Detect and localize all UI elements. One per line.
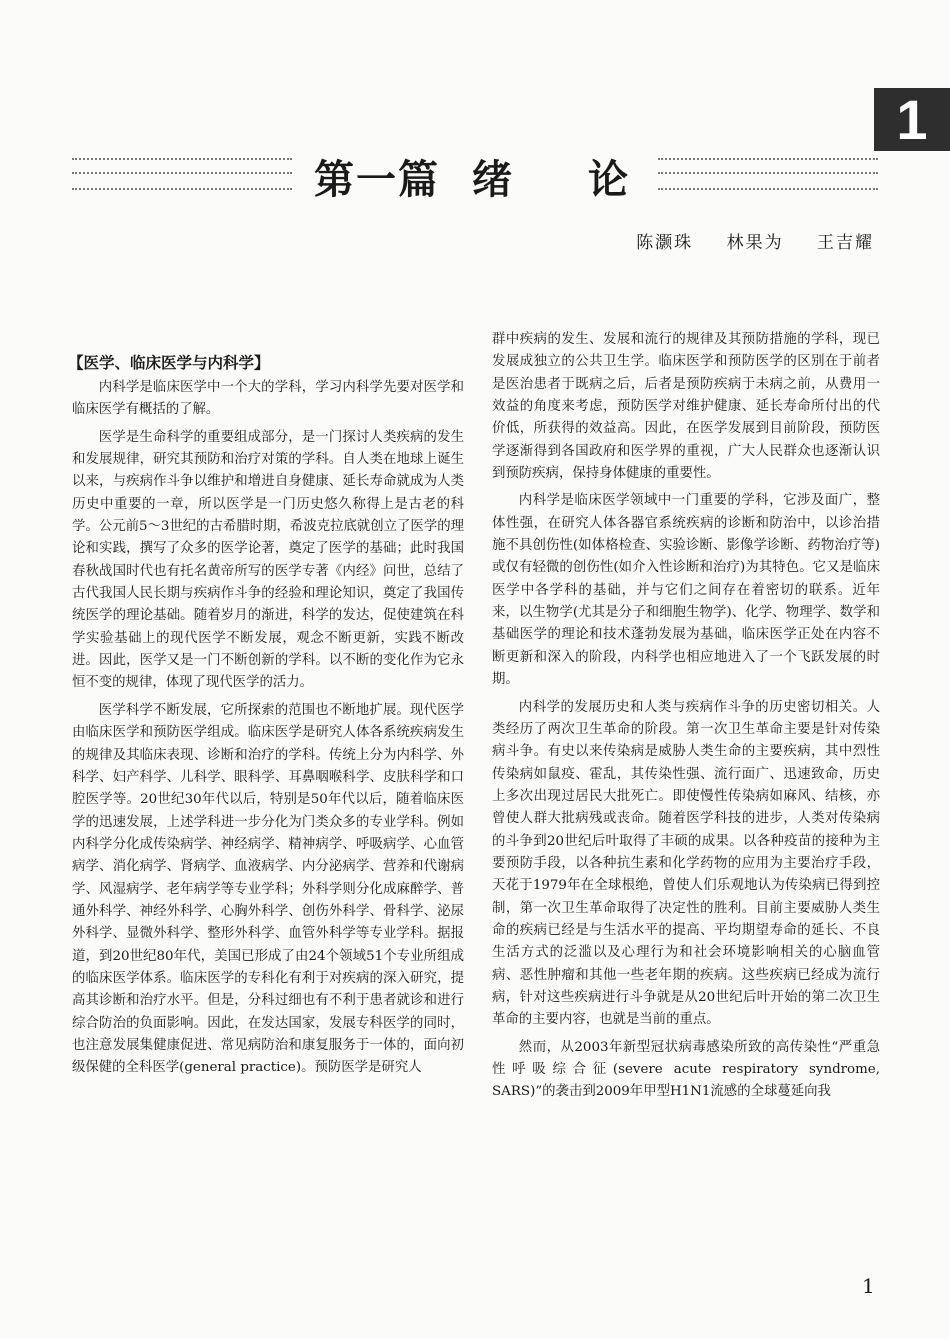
paragraph: 内科学是临床医学领域中一门重要的学科，它涉及面广，整体性强，在研究人体各器官系统疾病的诊断和防治中，以诊治措施不具创伤性(如体格检查、实验诊断、影像学诊断、药物治疗等)或仅有轻微的创伤性(如介入性诊断和治疗)为其特色。它又是临床医学中各学科的基础，并与它们之间存在着密切的联系。近年来，以生物学(尤其是分子和细胞生物学)、化学、物理学、数学和基础医学的理论和技术蓬勃发展为基础，临床医学正处在内容不断更新和深入的阶段，内科学也相应地进入了一个飞跃发展的时期。 (492, 493, 880, 688)
author-name: 陈灏珠 (636, 233, 694, 253)
paragraph: 内科学是临床医学中一个大的学科，学习内科学先要对医学和临床医学有概括的了解。 (72, 380, 464, 418)
title-part-2: 绪 (472, 157, 514, 203)
paragraph: 然而，从2003年新型冠状病毒感染所致的高传染性“严重急性呼吸综合征(severe acute respiratory syndrome, SARS)”的袭击到2009年甲型H1N1流感的全球蔓延向我 (492, 1039, 880, 1100)
right-column (492, 329, 880, 1109)
section-heading: 【医学、临床医学与内科学】 (68, 354, 270, 372)
title-part-3: 论 (588, 157, 630, 203)
left-column (68, 352, 464, 1085)
title-part-1: 第一篇 (314, 157, 440, 203)
paragraph: 医学科学不断发展，它所探索的范围也不断地扩展。现代医学由临床医学和预防医学组成。临床医学是研究人体各系统疾病发生的规律及其临床表现、诊断和治疗的学科。传统上分为内科学、外科学、妇产科学、儿科学、眼科学、耳鼻咽喉科学、皮肤科学和口腔医学等。20世纪30年代以后，特别是50年代以后，随着临床医学的迅速发展，上述学科进一步分化为门类众多的专业学科。例如内科学分化成传染病学、神经病学、精神病学、呼吸病学、心血管病学、消化病学、肾病学、血液病学、内分泌病学、营养和代谢病学、风湿病学、老年病学等专业学科；外科学则分化成麻醉学、普通外科学、神经外科学、心胸外科学、创伤外科学、骨科学、泌尿外科学、显微外科学、整形外科学、血管外科学等专业学科。据报道，到20世纪80年代，美国已形成了由24个领域51个专业所组成的临床医学体系。临床医学的专科化有利于对疾病的深入研究，提高其诊断和治疗水平。但是，分科过细也有不利于患者就诊和进行综合防治的负面影响。因此，在发达国家，发展专科医学的同时，也注意发展集健康促进、常见病防治和康复服务于一体的，面向初级保健的全科医学(general practice)。预防医学是研究人 (72, 702, 464, 1076)
page-number: 1 (862, 1274, 875, 1298)
author-name: 林果为 (726, 233, 784, 253)
authors (610, 228, 874, 253)
title-ornament-right (658, 158, 878, 202)
paragraph-continuation: 群中疾病的发生、发展和流行的规律及其预防措施的学科，现已发展成独立的公共卫生学。临床医学和预防医学的区别在于前者是医治患者于既病之后，后者是预防疾病于未病之前，从费用一效益的角度来考虑，预防医学对维护健康、延长寿命所付出的代价低，所获得的效益高。因此，在医学发展到目前阶段，预防医学逐渐得到各国政府和医学界的重视，广大人民群众也逐渐认识到预防疾病，保持身体健康的重要性。 (492, 332, 880, 482)
chapter-tab: 1 (874, 88, 950, 151)
author-name: 王吉耀 (817, 233, 874, 253)
paragraph: 医学是生命科学的重要组成部分，是一门探讨人类疾病的发生和发展规律，研究其预防和治疗对策的学科。自人类在地球上诞生以来，与疾病作斗争以维护和增进自身健康、延长寿命就成为人类历史中重要的一章，所以医学是一门历史悠久称得上是古老的科学。公元前5～3世纪的古希腊时期，希波克拉底就创立了医学的理论和实践，撰写了众多的医学论著，奠定了医学的基础；此时我国春秋战国时代也有托名黄帝所写的医学专著《内经》问世，总结了古代我国人民长期与疾病作斗争的经验和理论知识，奠定了我国传统医学的理论基础。随着岁月的渐进，科学的发达，促使建筑在科学实验基础上的现代医学不断发展，观念不断更新，实践不断改进。因此，医学又是一门不断创新的学科。以不断的变化作为它永恒不变的规律，体现了现代医学的活力。 (72, 429, 464, 691)
page-title (300, 150, 650, 210)
paragraph: 内科学的发展历史和人类与疾病作斗争的历史密切相关。人类经历了两次卫生革命的阶段。第一次卫生革命主要是针对传染病斗争。有史以来传染病是威胁人类生命的主要疾病，其中烈性传染病如鼠疫、霍乱，其传染性强、流行面广、迅速致命，历史上多次出现过居民大批死亡。即使慢性传染病如麻风、结核，亦曾使人群大批病残或丧命。随着医学科技的进步，人类对传染病的斗争到20世纪后叶取得了丰硕的成果。以各种疫苗的接种为主要预防手段，以各种抗生素和化学药物的应用为主要治疗手段，天花于1979年在全球根绝，曾使人们乐观地认为传染病已得到控制，第一次卫生革命取得了决定性的胜利。目前主要威胁人类生命的疾病已经是与生活水平的提高、平均期望寿命的延长、不良生活方式的泛滥以及心理行为和社会环境影响相关的心脑血管病、恶性肿瘤和其他一些老年期的疾病。这些疾病已经成为流行病，针对这些疾病进行斗争就是从20世纪后叶开始的第二次卫生革命的主要内容，也就是当前的重点。 (492, 699, 880, 1028)
title-ornament-left (72, 158, 292, 202)
